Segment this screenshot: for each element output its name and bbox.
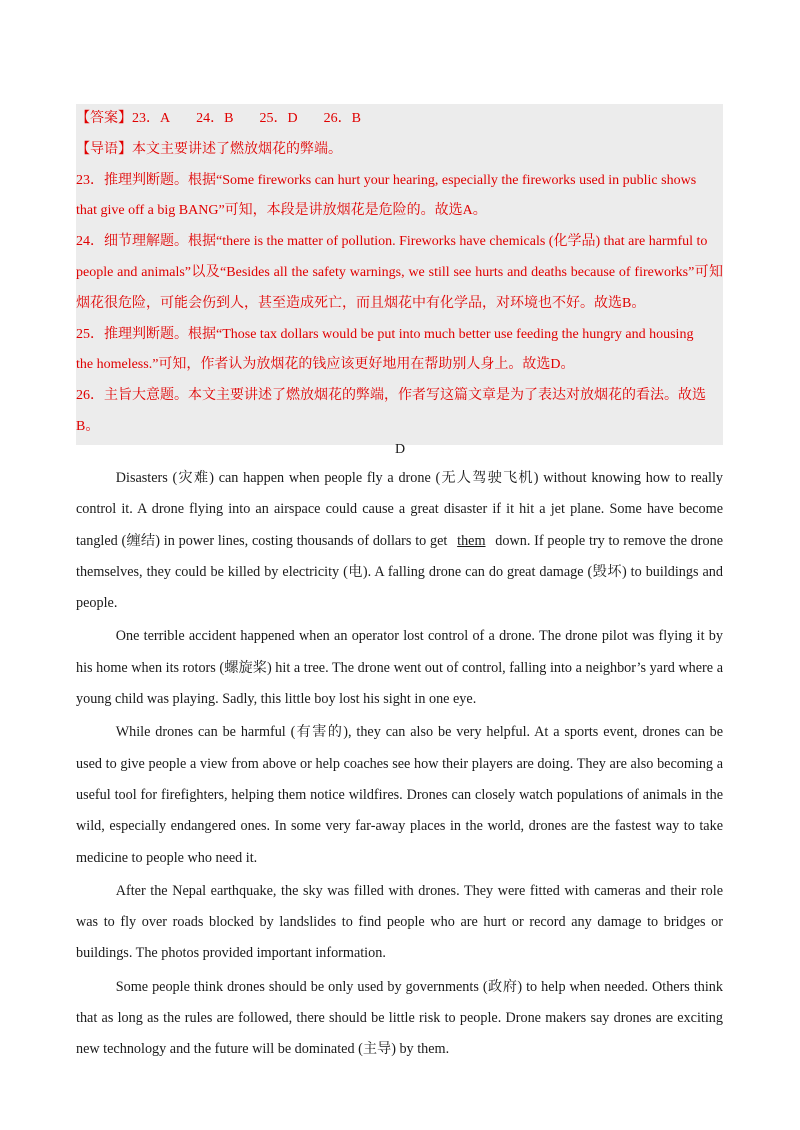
explanation-26 <box>76 381 723 443</box>
paragraph-2: One terrible accident happened when an operator lost control of a drone. The drone pilot was flying it by his home when its rotors (螺旋桨) hit a tree. The drone went out of control, falling into a neighbor’s yard where a young child was playing. Sadly, this little boy lost his sight in one eye. <box>76 628 723 708</box>
explanation-24 <box>76 227 723 319</box>
answer-item: 25．D <box>259 111 298 126</box>
explanation-text: that give off a big BANG”可知，本段是讲放烟花是危险的。故选A。 <box>76 203 487 219</box>
explanation-text: B。 <box>76 418 100 434</box>
explanation-25 <box>76 320 723 382</box>
paragraph-5: Some people think drones should be only used by governments (政府) to help when needed. Others think that as long as the rules are followed, there should be little risk to people. Drone makers say drones are exciting new technology and the future will be dominated (主导) by them. <box>76 978 723 1058</box>
explanation-line: 25．推理判断题。根据“Those tax dollars would be put into much better use feeding the hungry and housing <box>76 326 694 342</box>
underlined-word: them <box>457 532 486 549</box>
paragraph-1 <box>76 463 723 619</box>
explanation-text: the homeless.”可知，作者认为放烟花的钱应该更好地用在帮助别人身上。故选D。 <box>76 357 575 373</box>
guide-line <box>76 135 723 166</box>
answer-item: 24．B <box>196 111 234 126</box>
answer-item: 23．A <box>132 111 171 126</box>
paragraph-3: While drones can be harmful (有害的), they can also be very helpful. At a sports event, drones can be used to give people a view from above or help coaches see how their players are doing. They are also becoming a useful tool for firefighters, helping them notice wildfires. Drones can closely watch populations of animals in the wild, especially endangered ones. In some very far-away places in the world, drones are the fastest way to take medicine to people who need it. <box>76 724 723 866</box>
answer-section <box>76 104 723 445</box>
guide-text: 本文主要讲述了燃放烟花的弊端。 <box>132 141 342 157</box>
answer-item: 26．B <box>323 111 361 126</box>
explanation-line: 24．细节理解题。根据“there is the matter of pollution. Fireworks have chemicals (化学品) that are harmful to <box>76 234 708 250</box>
reading-passage <box>76 463 723 1066</box>
paragraph-4: After the Nepal earthquake, the sky was filled with drones. They were fitted with cameras and their role was to fly over roads blocked by landslides to find people who are hurt or record any damage to bridges or buildings. The photos provided important information. <box>76 882 723 962</box>
section-letter: D <box>394 442 406 457</box>
guide-tag: 【导语】 <box>76 141 132 157</box>
explanation-23 <box>76 166 723 228</box>
answer-tag: 【答案】 <box>76 111 132 126</box>
paragraph-text: Disasters (灾难) can happen when people fly a drone (无人驾驶飞机) without knowing how to really control it. A drone flying into an airspace could cause a great disaster if it hit a jet plane. Some have become tangled (缠结) in power lines, costing thousands of dollars to get <box>76 470 723 549</box>
explanation-line: 23．推理判断题。根据“Some fireworks can hurt your hearing, especially the fireworks used in public shows <box>76 172 697 188</box>
answer-line <box>76 104 723 135</box>
paragraph-text: down. If people try to remove the drone themselves, they could be killed by electricity (电). A falling drone can do great damage (毁坏) to buildings and people. <box>76 532 724 612</box>
explanation-line: 26．主旨大意题。本文主要讲述了燃放烟花的弊端，作者写这篇文章是为了表达对放烟花的看法。故选 <box>76 388 706 404</box>
explanation-text: people and animals”以及“Besides all the safety warnings, we still see hurts and deaths because of fireworks”可知烟花很危险，可能会伤到人，甚至造成死亡，而且烟花中有化学品，对环境也不好。故选B。 <box>76 264 723 311</box>
